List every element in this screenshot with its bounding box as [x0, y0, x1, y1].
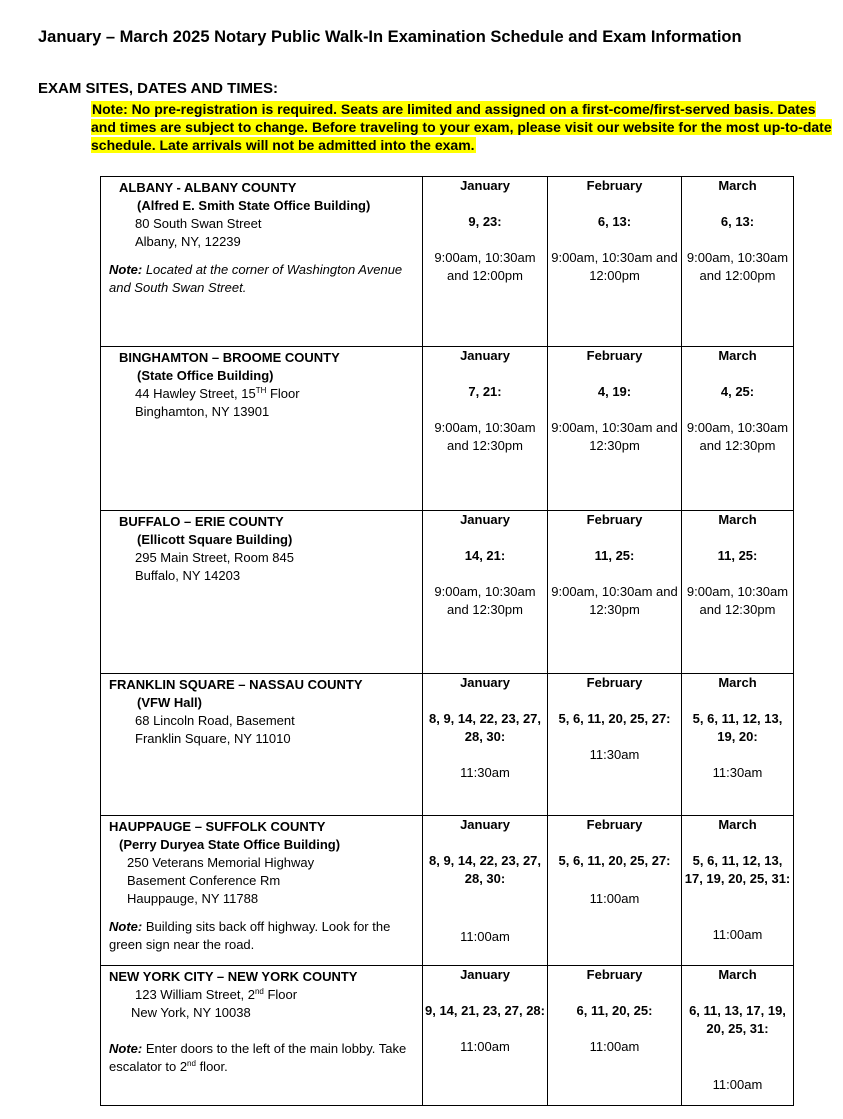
site-address-line: 80 South Swan Street	[135, 216, 262, 231]
table-row	[101, 816, 794, 966]
site-cell	[101, 347, 423, 511]
exam-days: 9, 23:	[468, 214, 502, 229]
month-cell	[423, 347, 548, 511]
table-row	[101, 674, 794, 816]
site-building: (Alfred E. Smith State Office Building)	[137, 198, 371, 213]
page-title: January – March 2025 Notary Public Walk-In Examination Schedule and Exam Information	[38, 28, 742, 46]
exam-times: 9:00am, 10:30am and 12:30pm	[551, 420, 678, 453]
exam-times: 11:30am	[589, 747, 640, 762]
exam-times: 11:30am	[712, 765, 763, 780]
site-note-text: Located at the corner of Washington Avenue and South Swan Street.	[109, 262, 403, 295]
site-name: BINGHAMTON – BROOME COUNTY	[119, 350, 340, 365]
site-building: (VFW Hall)	[137, 695, 202, 710]
month-label: February	[586, 178, 643, 193]
month-label: March	[718, 675, 757, 690]
site-address-line: 250 Veterans Memorial Highway	[127, 855, 315, 870]
exam-days: 5, 6, 11, 20, 25, 27:	[558, 853, 671, 868]
month-cell	[682, 177, 794, 347]
exam-times: 11:00am	[712, 1077, 763, 1092]
month-label: February	[586, 967, 643, 982]
exam-times: 9:00am, 10:30am and 12:30pm	[686, 420, 789, 453]
month-label: January	[460, 348, 510, 363]
site-address-line: New York, NY 10038	[131, 1005, 251, 1020]
highlighted-note-text: Note: No pre-registration is required. Seats are limited and assigned on a first-come/first-served basis. Dates and times are subject to change. Before traveling to your exam, please visit our website for the most up-to-date schedule. Late arrivals will not be admitted into the exam.	[91, 101, 832, 153]
month-cell	[548, 511, 682, 674]
site-name: BUFFALO – ERIE COUNTY	[119, 514, 284, 529]
table-row	[101, 347, 794, 511]
month-cell	[682, 347, 794, 511]
exam-days: 5, 6, 11, 12, 13, 17, 19, 20, 25, 31:	[684, 853, 791, 886]
site-name: NEW YORK CITY – NEW YORK COUNTY	[109, 969, 358, 984]
exam-days: 6, 13:	[597, 214, 632, 229]
site-address-line: 68 Lincoln Road, Basement	[135, 713, 295, 728]
month-cell	[682, 511, 794, 674]
month-cell	[548, 966, 682, 1106]
month-label: February	[586, 817, 643, 832]
exam-times: 9:00am, 10:30am and 12:30pm	[686, 584, 789, 617]
site-building: (Perry Duryea State Office Building)	[119, 837, 341, 852]
site-address-line: Buffalo, NY 14203	[135, 568, 241, 583]
exam-days: 8, 9, 14, 22, 23, 27, 28, 30:	[428, 853, 542, 886]
exam-days: 11, 25:	[717, 548, 758, 563]
month-cell	[682, 966, 794, 1106]
table-row	[101, 177, 794, 347]
exam-days: 4, 19:	[597, 384, 632, 399]
exam-times: 11:30am	[460, 765, 510, 780]
exam-times: 11:00am	[589, 1039, 640, 1054]
exam-days: 4, 25:	[720, 384, 755, 399]
site-building: (Ellicott Square Building)	[137, 532, 293, 547]
site-address-line: Albany, NY, 12239	[135, 234, 241, 249]
exam-schedule-table	[100, 176, 794, 1106]
exam-times: 9:00am, 10:30am and 12:00pm	[551, 250, 678, 283]
site-note-label: Note:	[109, 1041, 143, 1056]
month-cell	[682, 816, 794, 966]
exam-times: 11:00am	[712, 927, 763, 942]
exam-days: 6, 11, 20, 25:	[576, 1003, 653, 1018]
exam-days: 7, 21:	[468, 384, 502, 399]
month-label: January	[460, 967, 510, 982]
site-address-line: 295 Main Street, Room 845	[135, 550, 294, 565]
exam-days: 9, 14, 21, 23, 27, 28:	[425, 1003, 545, 1018]
section-heading: EXAM SITES, DATES AND TIMES:	[38, 80, 279, 97]
month-cell	[423, 966, 548, 1106]
month-label: February	[586, 512, 643, 527]
site-address-line: Basement Conference Rm	[127, 873, 281, 888]
site-building: (State Office Building)	[137, 368, 274, 383]
exam-days: 5, 6, 11, 12, 13, 19, 20:	[692, 711, 783, 744]
table-row	[101, 511, 794, 674]
site-address-line: Hauppauge, NY 11788	[127, 891, 259, 906]
month-label: January	[460, 512, 510, 527]
exam-times: 9:00am, 10:30am and 12:30pm	[551, 584, 678, 617]
site-note: Note: Enter doors to the left of the main lobby. Take escalator to 2nd floor.	[109, 1041, 407, 1074]
month-cell	[548, 674, 682, 816]
exam-times: 9:00am, 10:30am and 12:00pm	[434, 250, 536, 283]
site-name: ALBANY - ALBANY COUNTY	[119, 180, 297, 195]
month-label: January	[460, 817, 510, 832]
site-note-label: Note:	[109, 919, 143, 934]
site-name: FRANKLIN SQUARE – NASSAU COUNTY	[109, 677, 363, 692]
exam-days: 6, 13:	[720, 214, 755, 229]
site-note	[109, 261, 418, 297]
site-address-line: Franklin Square, NY 11010	[135, 731, 291, 746]
exam-days: 11, 25:	[594, 548, 635, 563]
site-cell	[101, 511, 423, 674]
site-note-label: Note:	[109, 262, 143, 277]
exam-times: 9:00am, 10:30am and 12:30pm	[434, 420, 536, 453]
month-cell	[423, 177, 548, 347]
month-cell	[423, 674, 548, 816]
site-address-line: 44 Hawley Street, 15TH Floor	[135, 386, 300, 401]
month-label: February	[586, 675, 643, 690]
month-label: March	[718, 967, 757, 982]
month-label: March	[718, 817, 757, 832]
site-cell	[101, 674, 423, 816]
month-cell	[423, 816, 548, 966]
site-address-line: 123 William Street, 2nd Floor	[135, 987, 298, 1002]
month-label: March	[718, 348, 757, 363]
table-row	[101, 966, 794, 1106]
exam-times: 11:00am	[460, 929, 510, 944]
site-address-line: Binghamton, NY 13901	[135, 404, 270, 419]
exam-days: 8, 9, 14, 22, 23, 27, 28, 30:	[428, 711, 542, 744]
month-label: January	[460, 675, 510, 690]
site-cell	[101, 816, 423, 966]
exam-times: 9:00am, 10:30am and 12:00pm	[686, 250, 789, 283]
month-cell	[682, 674, 794, 816]
exam-times: 11:00am	[589, 891, 640, 906]
exam-days: 14, 21:	[464, 548, 506, 563]
site-note-text: Building sits back off highway. Look for the green sign near the road.	[109, 919, 391, 952]
site-note	[109, 918, 418, 954]
month-cell	[548, 816, 682, 966]
exam-times: 9:00am, 10:30am and 12:30pm	[434, 584, 536, 617]
site-cell	[101, 966, 423, 1106]
month-cell	[548, 177, 682, 347]
month-cell	[548, 347, 682, 511]
month-label: February	[586, 348, 643, 363]
exam-days: 5, 6, 11, 20, 25, 27:	[558, 711, 671, 726]
exam-days: 6, 11, 13, 17, 19, 20, 25, 31:	[689, 1003, 786, 1036]
month-cell	[423, 511, 548, 674]
month-label: January	[460, 178, 510, 193]
month-label: March	[718, 512, 757, 527]
month-label: March	[718, 178, 757, 193]
site-cell	[101, 177, 423, 347]
site-name: HAUPPAUGE – SUFFOLK COUNTY	[109, 819, 326, 834]
pre-registration-note	[91, 100, 843, 154]
exam-times: 11:00am	[460, 1039, 510, 1054]
